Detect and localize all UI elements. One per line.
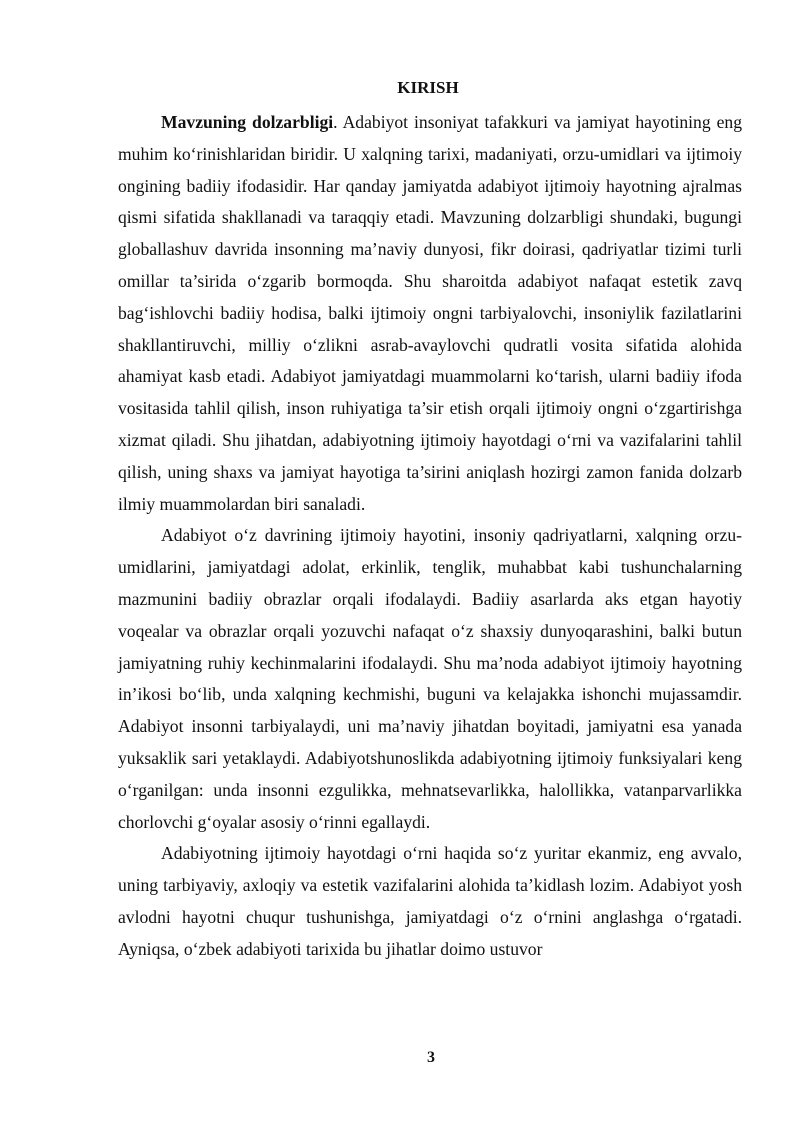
paragraph-social-life	[118, 520, 742, 838]
paragraph-lead: Mavzuning dolzarbligi	[161, 112, 334, 132]
paragraph-relevance	[118, 107, 742, 520]
section-heading: KIRISH	[397, 78, 459, 97]
paragraph-role	[118, 838, 742, 965]
page-number: 3	[427, 1049, 435, 1066]
body-text	[118, 107, 742, 966]
paragraph-text: Adabiyot o‘z davrining ijtimoiy hayotini, insoniy qadriyatlarni, xalqning orzu-umidlarini, jamiyatdagi adolat, erkinlik, tenglik, muhabbat kabi tushunchalarning mazmunini badiiy obrazlar orqali ifodalaydi. Badiiy asarlarda aks etgan hayotiy voqealar va obrazlar orqali yozuvchi nafaqat o‘z shaxsiy dunyoqarashini, balki butun jamiyatning ruhiy kechinmalarini ifodalaydi. Shu ma’noda adabiyot ijtimoiy hayotning in’ikosi bo‘lib, unda xalqning kechmishi, buguni va kelajakka ishonchi mujassamdir. Adabiyot insonni tarbiyalaydi, uni ma’naviy jihatdan boyitadi, jamiyatni esa yanada yuksaklik sari yetaklaydi. Adabiyotshunoslikda adabiyotning ijtimoiy funksiyalari keng o‘rganilgan: unda insonni ezgulikka, mehnatsevarlikka, halollikka, vatanparvarlikka chorlovchi g‘oyalar asosiy o‘rinni egallaydi.	[118, 525, 742, 832]
paragraph-text: . Adabiyot insoniyat tafakkuri va jamiyat hayotining eng muhim ko‘rinishlaridan biridir. U xalqning tarixi, madaniyati, orzu-umidlari va ijtimoiy ongining badiiy ifodasidir. Har qanday jamiyatda adabiyot ijtimoiy hayotning ajralmas qismi sifatida shakllanadi va taraqqiy etadi. Mavzuning dolzarbligi shundaki, bugungi globallashuv davrida insonning ma’naviy dunyosi, fikr doirasi, qadriyatlar tizimi turli omillar ta’sirida o‘zgarib bormoqda. Shu sharoitda adabiyot nafaqat estetik zavq bag‘ishlovchi badiiy hodisa, balki ijtimoiy ongni tarbiyalovchi, insoniylik fazilatlarini shakllantiruvchi, milliy o‘zlikni asrab-avaylovchi qudratli vosita sifatida alohida ahamiyat kasb etadi. Adabiyot jamiyatdagi muammolarni ko‘tarish, ularni badiiy ifoda vositasida tahlil qilish, inson ruhiyatiga ta’sir etish orqali ijtimoiy ongni o‘zgartirishga xizmat qiladi. Shu jihatdan, adabiyotning ijtimoiy hayotdagi o‘rni va vazifalarini tahlil qilish, uning shaxs va jamiyat hayotiga ta’sirini aniqlash hozirgi zamon fanida dolzarb ilmiy muammolardan biri sanaladi.	[118, 112, 743, 514]
paragraph-text: Adabiyotning ijtimoiy hayotdagi o‘rni haqida so‘z yuritar ekanmiz, eng avvalo, uning tarbiyaviy, axloqiy va estetik vazifalarini alohida ta’kidlash lozim. Adabiyot yosh avlodni hayotni chuqur tushunishga, jamiyatdagi o‘z o‘rnini anglashga o‘rgatadi. Ayniqsa, o‘zbek adabiyoti tarixida bu jihatlar doimo ustuvor	[118, 843, 742, 959]
